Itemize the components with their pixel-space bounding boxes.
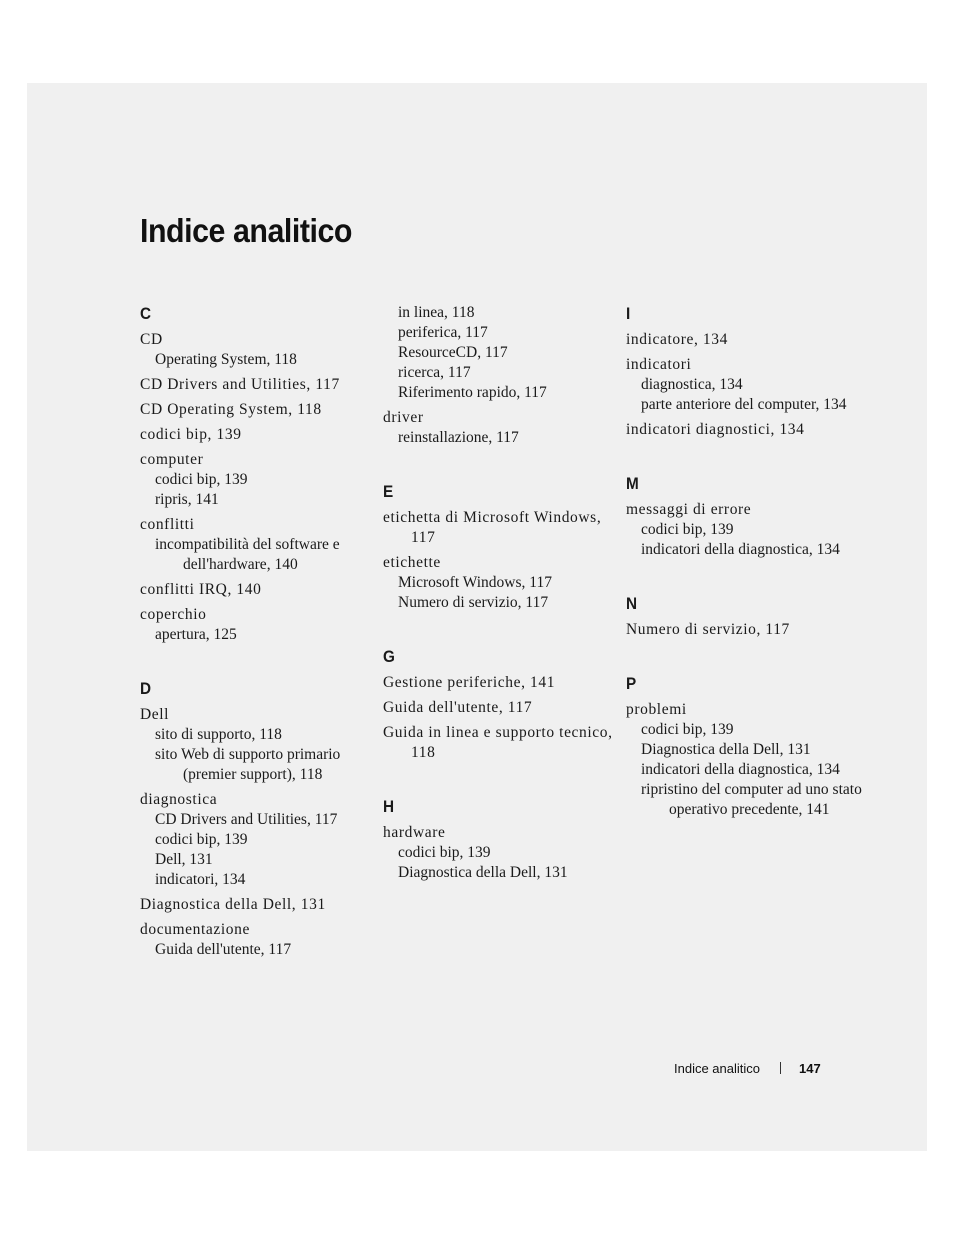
index-term: coperchio xyxy=(140,606,207,623)
index-subterm: Guida dell'utente, 117 xyxy=(155,941,292,958)
index-column-2 xyxy=(383,303,619,916)
section-letter: M xyxy=(626,474,639,493)
index-term: Guida in linea e supporto tecnico, 118 xyxy=(383,724,613,761)
index-entry xyxy=(626,355,862,415)
index-term: etichette xyxy=(383,554,441,571)
index-subterm: CD Drivers and Utilities, 117 xyxy=(155,811,338,828)
index-subterm: indicatori, 134 xyxy=(155,871,246,888)
index-subterm: codici bip, 139 xyxy=(641,521,734,538)
index-subterm: codici bip, 139 xyxy=(398,844,491,861)
index-subterm: ricerca, 117 xyxy=(398,364,471,381)
index-entry xyxy=(626,330,862,350)
index-subterm: diagnostica, 134 xyxy=(641,376,743,393)
index-term: indicatore, 134 xyxy=(626,331,728,348)
section-letter: I xyxy=(626,304,631,323)
index-subterm: reinstallazione, 117 xyxy=(398,429,519,446)
index-term: Guida dell'utente, 117 xyxy=(383,699,533,716)
index-section xyxy=(626,593,862,640)
index-subterm: ResourceCD, 117 xyxy=(398,344,508,361)
index-subterm: Dell, 131 xyxy=(155,851,213,868)
index-section xyxy=(383,646,619,763)
index-subterm: Diagnostica della Dell, 131 xyxy=(398,864,568,881)
index-term: diagnostica xyxy=(140,791,218,808)
section-letter: N xyxy=(626,594,638,613)
index-subterm: in linea, 118 xyxy=(398,304,475,321)
section-letter: P xyxy=(626,674,637,693)
index-subterm: indicatori della diagnostica, 134 xyxy=(641,761,840,778)
section-letter: D xyxy=(140,679,152,698)
index-subterm: sito di supporto, 118 xyxy=(155,726,282,743)
index-entry xyxy=(383,723,619,763)
index-term: CD Operating System, 118 xyxy=(140,401,322,418)
index-entry xyxy=(140,790,376,890)
index-entry xyxy=(626,420,862,440)
index-entry xyxy=(626,500,862,560)
index-subterm: codici bip, 139 xyxy=(155,471,248,488)
index-entry xyxy=(626,700,862,820)
index-term: codici bip, 139 xyxy=(140,426,242,443)
index-term: messaggi di errore xyxy=(626,501,752,518)
footer-section-title: Indice analitico xyxy=(674,1061,760,1076)
index-entry xyxy=(140,515,376,575)
index-column-1 xyxy=(140,303,376,993)
index-section xyxy=(626,473,862,560)
index-subterm: apertura, 125 xyxy=(155,626,237,643)
index-entry xyxy=(383,303,619,403)
index-section xyxy=(626,673,862,820)
index-section xyxy=(383,481,619,613)
index-section xyxy=(140,678,376,960)
index-entry xyxy=(140,895,376,915)
index-section xyxy=(626,303,862,440)
index-section xyxy=(383,303,619,448)
index-entry xyxy=(626,620,862,640)
index-subterm: Operating System, 118 xyxy=(155,351,297,368)
index-subterm: codici bip, 139 xyxy=(155,831,248,848)
index-entry xyxy=(383,673,619,693)
index-entry xyxy=(383,408,619,448)
index-entry xyxy=(383,698,619,718)
page-number: 147 xyxy=(799,1061,821,1076)
index-subterm: Riferimento rapido, 117 xyxy=(398,384,547,401)
index-entry xyxy=(383,823,619,883)
index-term: conflitti xyxy=(140,516,195,533)
index-term: problemi xyxy=(626,701,687,718)
index-subterm: Diagnostica della Dell, 131 xyxy=(641,741,811,758)
index-term: computer xyxy=(140,451,204,468)
index-entry xyxy=(140,400,376,420)
section-letter: G xyxy=(383,647,395,666)
index-subterm: codici bip, 139 xyxy=(641,721,734,738)
index-section xyxy=(383,796,619,883)
index-subterm: ripris, 141 xyxy=(155,491,219,508)
index-term: CD Drivers and Utilities, 117 xyxy=(140,376,340,393)
index-column-3 xyxy=(626,303,862,853)
index-subterm: incompatibilità del software e dell'hardware, 140 xyxy=(155,536,340,573)
index-entry xyxy=(140,375,376,395)
index-term: hardware xyxy=(383,824,446,841)
index-term: Gestione periferiche, 141 xyxy=(383,674,556,691)
index-term: CD xyxy=(140,331,163,348)
index-entry xyxy=(140,605,376,645)
section-letter: C xyxy=(140,304,152,323)
index-term: Diagnostica della Dell, 131 xyxy=(140,896,326,913)
index-entry xyxy=(140,705,376,785)
index-entry xyxy=(140,450,376,510)
index-section xyxy=(140,303,376,645)
section-letter: E xyxy=(383,482,394,501)
index-term: etichetta di Microsoft Windows, 117 xyxy=(383,509,602,546)
index-entry xyxy=(383,508,619,548)
index-entry xyxy=(140,330,376,370)
index-term: Dell xyxy=(140,706,170,723)
index-term: documentazione xyxy=(140,921,250,938)
footer-divider xyxy=(780,1062,781,1074)
index-term: conflitti IRQ, 140 xyxy=(140,581,262,598)
page-footer xyxy=(674,1061,821,1076)
index-term: indicatori diagnostici, 134 xyxy=(626,421,805,438)
index-term: Numero di servizio, 117 xyxy=(626,621,790,638)
index-subterm: Numero di servizio, 117 xyxy=(398,594,549,611)
index-term: indicatori xyxy=(626,356,692,373)
section-letter: H xyxy=(383,797,395,816)
index-subterm: Microsoft Windows, 117 xyxy=(398,574,552,591)
index-entry xyxy=(140,425,376,445)
index-entry xyxy=(140,580,376,600)
index-term: driver xyxy=(383,409,424,426)
index-subterm: sito Web di supporto primario (premier support), 118 xyxy=(155,746,341,783)
index-subterm: periferica, 117 xyxy=(398,324,488,341)
page-title: Indice analitico xyxy=(140,212,352,249)
index-subterm: parte anteriore del computer, 134 xyxy=(641,396,847,413)
index-entry xyxy=(140,920,376,960)
index-subterm: indicatori della diagnostica, 134 xyxy=(641,541,840,558)
index-subterm: ripristino del computer ad uno stato operativo precedente, 141 xyxy=(641,781,862,818)
index-entry xyxy=(383,553,619,613)
